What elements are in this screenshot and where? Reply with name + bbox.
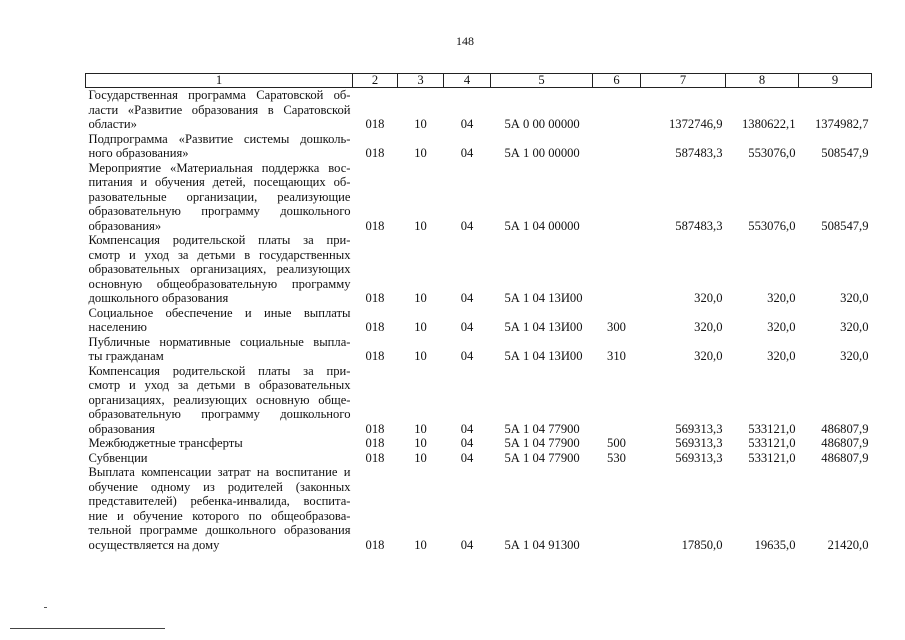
column-header-9: 9 (799, 74, 872, 88)
section-code: 10 (414, 436, 427, 450)
budget-table (85, 73, 872, 552)
section-code: 10 (414, 537, 427, 552)
amount-year-3: 486807,9 (821, 450, 869, 465)
description-line: Социальное обеспечение и иные выплаты (88, 305, 351, 320)
target-article-code: 5А 1 04 13И00 (504, 291, 583, 305)
amount-year-1: 320,0 (694, 349, 723, 363)
expense-type-code: 500 (607, 436, 626, 450)
row-description (86, 451, 353, 466)
expense-type-code (593, 161, 641, 234)
amount-year-3: 320,0 (840, 320, 869, 334)
row-description (86, 161, 353, 234)
amount-year-3: 21420,0 (827, 537, 869, 552)
amount-year-3: 1374982,7 (814, 117, 869, 131)
target-article-code: 5А 1 00 00000 (504, 146, 580, 160)
table-row (86, 465, 872, 552)
amount-year-2: 320,0 (767, 349, 796, 363)
description-line: питания и обучения детей, посещающих об- (88, 175, 351, 189)
amount-year-2: 320,0 (767, 291, 796, 305)
description-line: образовательную программу дошкольного (88, 407, 351, 421)
amount-year-1: 320,0 (694, 320, 723, 334)
target-article-code: 5А 1 04 13И00 (504, 349, 583, 363)
target-article-code: 5А 1 04 00000 (504, 218, 580, 233)
table-row (86, 233, 872, 306)
expense-type-code: 530 (607, 450, 626, 465)
subsection-code: 04 (460, 320, 474, 334)
amount-year-2: 533121,0 (748, 421, 796, 436)
amount-year-1: 1372746,9 (668, 117, 723, 131)
header-row (86, 74, 872, 88)
description-line: тельной программе дошкольного образования (88, 523, 351, 537)
subsection-code: 04 (460, 537, 474, 552)
amount-year-2: 320,0 (767, 320, 796, 334)
table-row (86, 364, 872, 437)
table-row (86, 88, 872, 132)
description-line: населению (88, 320, 147, 334)
row-description (86, 465, 353, 552)
ministry-code: 018 (365, 421, 385, 436)
row-description (86, 335, 353, 364)
column-header-6: 6 (593, 74, 641, 88)
table-row (86, 132, 872, 161)
ministry-code: 018 (365, 146, 385, 160)
column-header-2: 2 (353, 74, 398, 88)
subsection-code: 04 (460, 421, 474, 436)
section-code: 10 (414, 146, 427, 160)
description-line: ние и обучение которого по общеобразова- (88, 508, 351, 523)
amount-year-2: 1380622,1 (741, 117, 796, 131)
description-line: смотр и уход за детьми в государственных (88, 247, 351, 262)
amount-year-2: 533121,0 (748, 450, 796, 465)
table-row (86, 451, 872, 466)
description-line: смотр и уход за детьми в образовательных (88, 378, 351, 392)
subsection-code: 04 (460, 450, 474, 465)
amount-year-3: 320,0 (840, 291, 869, 305)
description-line: осуществляется на дому (88, 537, 220, 552)
amount-year-2: 533121,0 (748, 436, 796, 450)
description-line: Государственная программа Саратовской об- (88, 88, 351, 102)
amount-year-1: 569313,3 (675, 421, 723, 436)
table-row (86, 306, 872, 335)
description-line: представителей) ребенка-инвалида, воспита- (88, 494, 351, 508)
ministry-code: 018 (365, 117, 385, 131)
row-description (86, 88, 353, 132)
description-line: ного образования» (88, 146, 189, 160)
ministry-code: 018 (365, 537, 385, 552)
description-line: обучение одному из родителей (законных (88, 479, 351, 494)
column-header-5: 5 (491, 74, 593, 88)
subsection-code: 04 (460, 146, 474, 160)
description-line: Компенсация родительской платы за при- (88, 363, 351, 378)
row-description (86, 306, 353, 335)
amount-year-1: 320,0 (694, 291, 723, 305)
amount-year-2: 553076,0 (748, 218, 796, 233)
column-header-7: 7 (641, 74, 726, 88)
section-code: 10 (414, 218, 427, 233)
amount-year-3: 508547,9 (821, 146, 869, 160)
page-number: 148 (456, 34, 474, 48)
subsection-code: 04 (460, 436, 474, 450)
column-header-4: 4 (444, 74, 491, 88)
amount-year-3: 486807,9 (821, 421, 869, 436)
target-article-code: 5А 1 04 77900 (504, 436, 580, 450)
amount-year-1: 587483,3 (675, 218, 723, 233)
table-row (86, 436, 872, 451)
expense-type-code (593, 88, 641, 132)
subsection-code: 04 (460, 218, 474, 233)
expense-type-code (593, 233, 641, 306)
target-article-code: 5А 1 04 77900 (504, 450, 580, 465)
description-line: организациях, реализующих основную обще- (88, 392, 351, 407)
description-line: разовательные организации, реализующие (88, 189, 351, 204)
expense-type-code (593, 132, 641, 161)
ministry-code: 018 (365, 320, 385, 334)
amount-year-1: 569313,3 (675, 450, 723, 465)
description-line: Субвенции (88, 450, 148, 465)
target-article-code: 5А 1 04 91300 (504, 537, 580, 552)
subsection-code: 04 (460, 291, 474, 305)
row-description (86, 233, 353, 306)
description-line: Компенсация родительской платы за при- (88, 233, 351, 247)
row-description (86, 132, 353, 161)
column-header-3: 3 (398, 74, 444, 88)
column-header-1: 1 (86, 74, 353, 88)
footnote-divider (10, 628, 165, 629)
amount-year-3: 320,0 (840, 349, 869, 363)
section-code: 10 (414, 291, 427, 305)
ministry-code: 018 (365, 436, 385, 450)
expense-type-code (593, 364, 641, 437)
expense-type-code: 310 (607, 349, 626, 363)
section-code: 10 (414, 117, 427, 131)
description-line: основную общеобразовательную программу (88, 276, 351, 291)
column-header-8: 8 (726, 74, 799, 88)
description-line: дошкольного образования (88, 291, 229, 305)
description-line: Подпрограмма «Развитие системы дошколь- (88, 131, 351, 146)
section-code: 10 (414, 450, 427, 465)
description-line: образовательных организациях, реализующих (88, 262, 351, 276)
description-line: образовательную программу дошкольного (88, 204, 351, 218)
amount-year-3: 508547,9 (821, 218, 869, 233)
description-line: области» (88, 117, 137, 131)
description-line: Публичные нормативные социальные выпла- (88, 334, 351, 349)
target-article-code: 5А 0 00 00000 (504, 117, 580, 131)
table-row (86, 335, 872, 364)
ministry-code: 018 (365, 349, 385, 363)
scan-mark (44, 607, 47, 608)
section-code: 10 (414, 349, 427, 363)
subsection-code: 04 (460, 117, 474, 131)
target-article-code: 5А 1 04 13И00 (504, 320, 583, 334)
description-line: ты гражданам (88, 349, 164, 363)
expense-type-code (593, 465, 641, 552)
amount-year-1: 17850,0 (681, 537, 723, 552)
section-code: 10 (414, 320, 427, 334)
subsection-code: 04 (460, 349, 474, 363)
amount-year-1: 569313,3 (675, 436, 723, 450)
description-line: Мероприятие «Материальная поддержка вос- (88, 160, 351, 175)
row-description (86, 436, 353, 451)
row-description (86, 364, 353, 437)
description-line: ласти «Развитие образования в Саратовской (88, 102, 351, 117)
section-code: 10 (414, 421, 427, 436)
table-row (86, 161, 872, 234)
description-line: образования» (88, 218, 162, 233)
ministry-code: 018 (365, 291, 385, 305)
amount-year-1: 587483,3 (675, 146, 723, 160)
target-article-code: 5А 1 04 77900 (504, 421, 580, 436)
amount-year-2: 553076,0 (748, 146, 796, 160)
amount-year-2: 19635,0 (754, 537, 796, 552)
description-line: Выплата компенсации затрат на воспитание и (88, 465, 351, 479)
amount-year-3: 486807,9 (821, 436, 869, 450)
expense-type-code: 300 (607, 320, 626, 334)
ministry-code: 018 (365, 218, 385, 233)
ministry-code: 018 (365, 450, 385, 465)
description-line: образования (88, 421, 155, 436)
description-line: Межбюджетные трансферты (88, 436, 243, 450)
